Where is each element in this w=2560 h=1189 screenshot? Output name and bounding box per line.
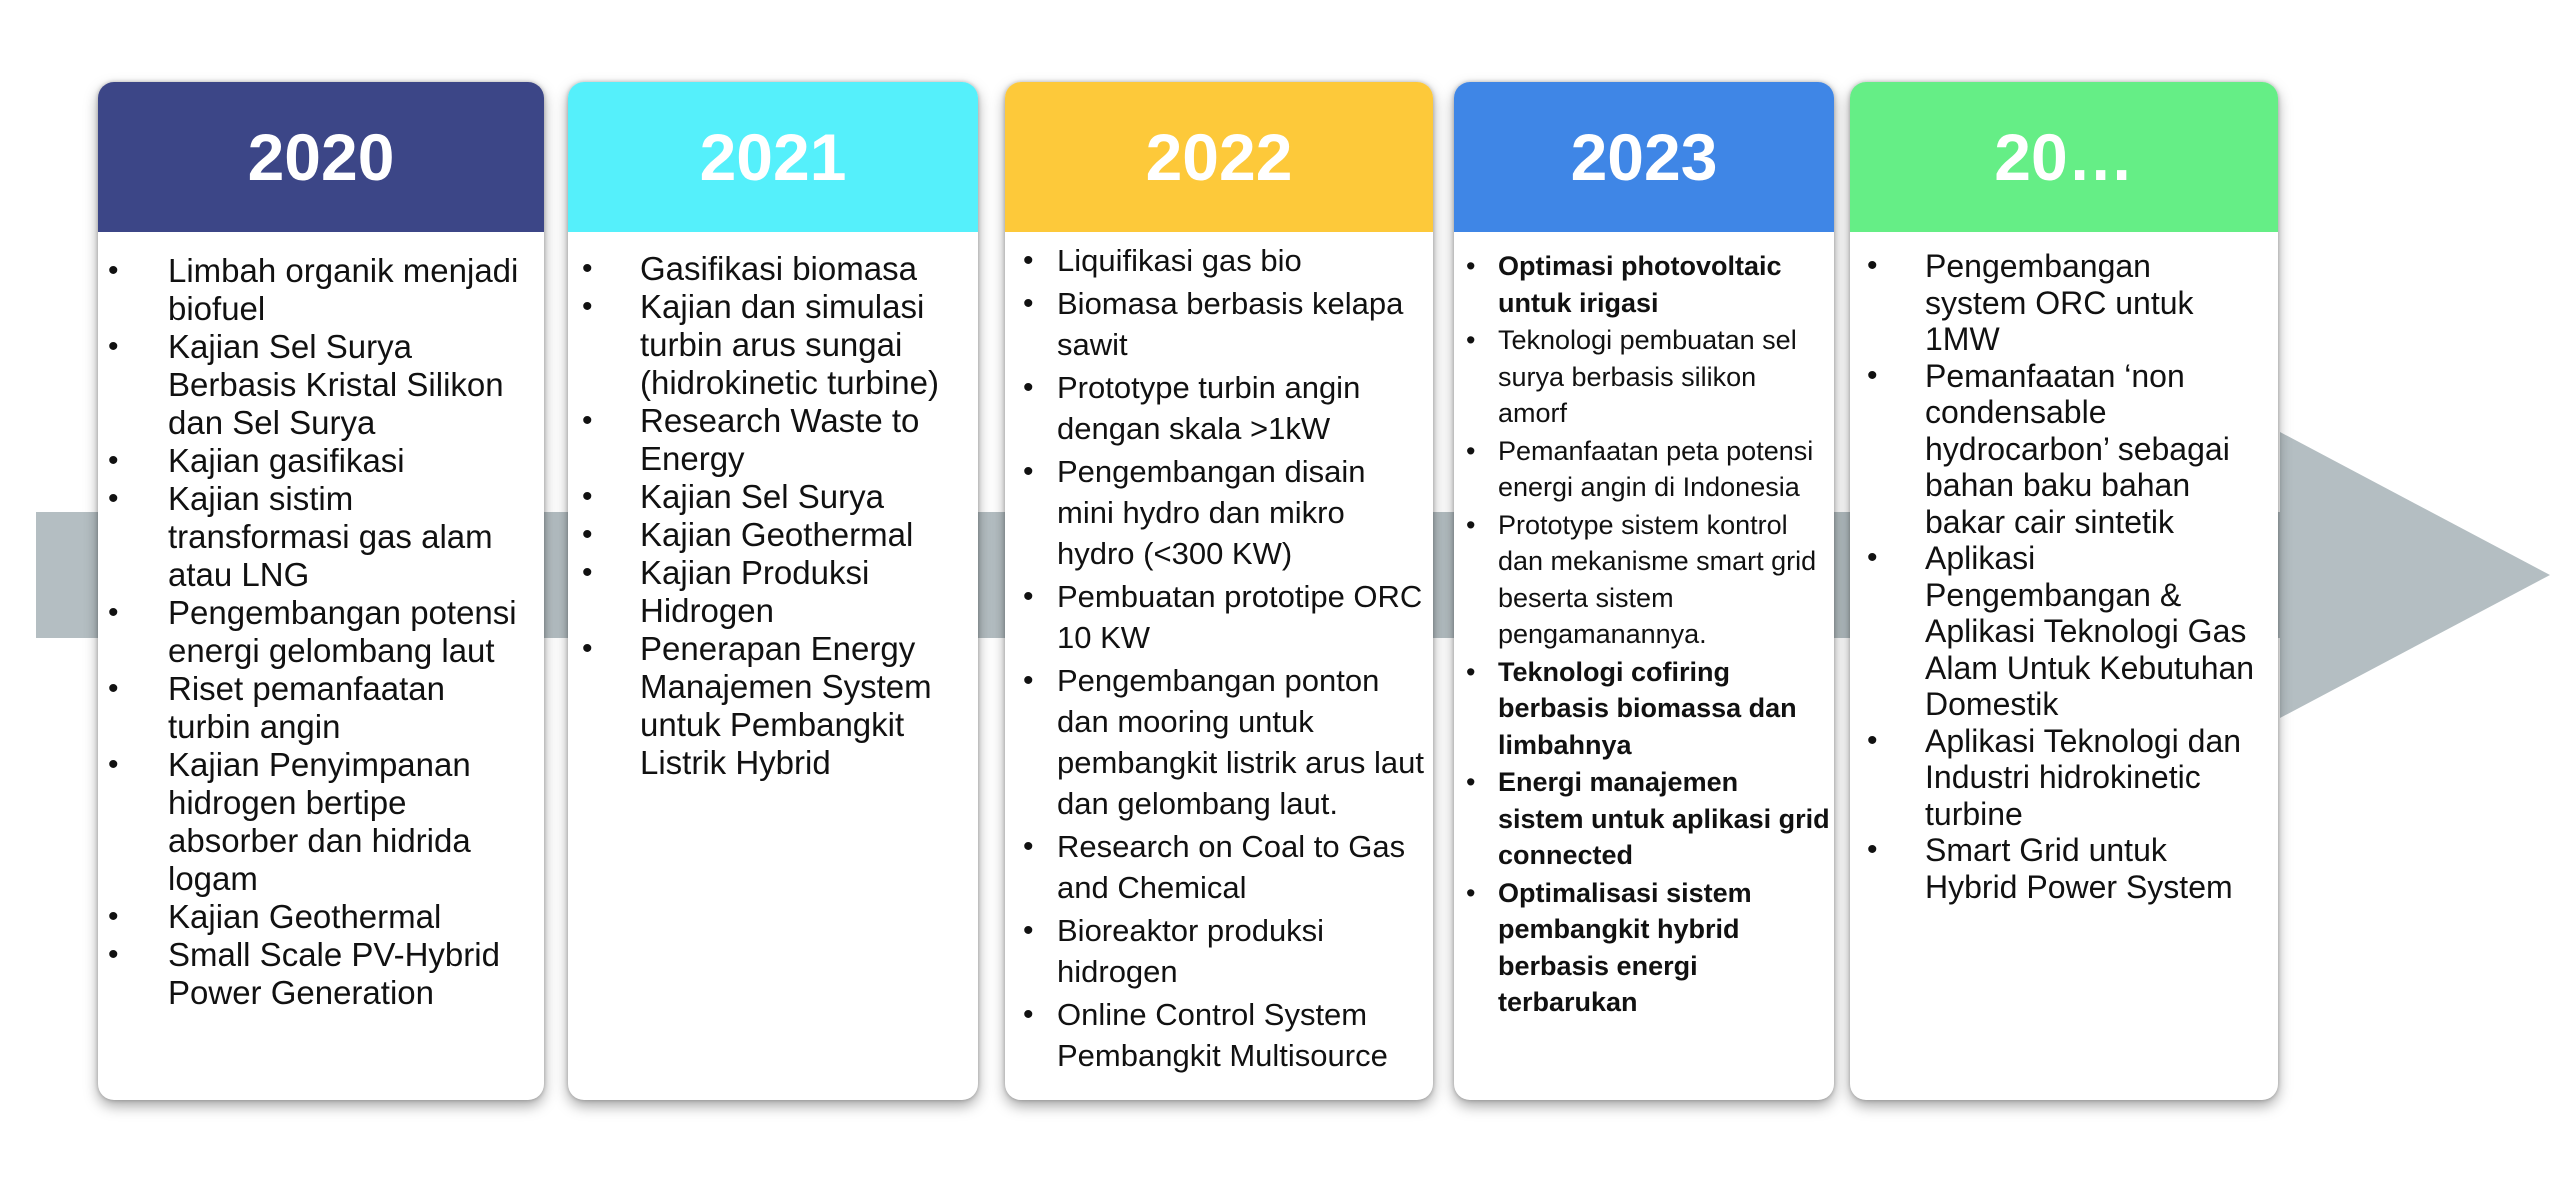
list-item: • Penerapan Energy Manajemen System untuk Pembangkit Listrik Hybrid (582, 630, 932, 781)
list-item: • Limbah organik menjadi biofuel (108, 252, 519, 327)
list-item: • Optimasi photovoltaic untuk irigasi (1498, 248, 1830, 321)
bullet-icon: • (1466, 877, 1476, 908)
bullet-icon: • (108, 330, 119, 363)
bullet-icon: • (1466, 325, 1476, 355)
bullet-icon: • (1023, 371, 1034, 404)
year-card-body (568, 232, 978, 782)
bullet-icon: • (582, 480, 593, 513)
year-card-2020 (98, 82, 544, 1100)
list-item: • Energi manajemen sistem untuk aplikasi grid connected (1498, 764, 1830, 874)
list-item: • Pemanfaatan peta potensi energi angin di Indonesia (1498, 433, 1830, 506)
year-card-body (1850, 232, 2278, 905)
bullet-icon: • (1867, 723, 1878, 757)
list-item: • Kajian sistim transformasi gas alam atau LNG (108, 480, 493, 593)
list-item: • Research on Coal to Gas and Chemical (1057, 826, 1425, 908)
bullet-icon: • (582, 290, 593, 323)
year-card-body (98, 232, 544, 1012)
year-card-2022 (1005, 82, 1433, 1100)
bullet-icon: • (1023, 580, 1034, 613)
list-item: • Online Control System Pembangkit Multisource (1057, 994, 1425, 1076)
year-label: 20… (1994, 120, 2134, 194)
bullet-icon: • (1466, 509, 1476, 540)
timeline-arrow-head (2280, 432, 2550, 718)
list-item: • Optimalisasi sistem pembangkit hybrid berbasis energi terbarukan (1498, 875, 1830, 1021)
year-card-body (1454, 232, 1834, 1021)
bullet-icon: • (108, 254, 119, 287)
bullet-icon: • (108, 938, 119, 971)
year-label: 2021 (699, 120, 847, 194)
list-item: • Pengembangan system ORC untuk 1MW (1867, 248, 2194, 357)
list-item: • Kajian Geothermal (108, 898, 442, 935)
list-item: • Pembuatan prototipe ORC 10 KW (1057, 576, 1425, 658)
activity-list (568, 232, 978, 782)
year-card-future (1850, 82, 2278, 1100)
activity-list (1005, 232, 1433, 1076)
year-card-2023 (1454, 82, 1834, 1100)
bullet-icon: • (1023, 664, 1034, 697)
list-item: • Riset pemanfaatan turbin angin (108, 670, 446, 745)
year-card-body (1005, 232, 1433, 1076)
bullet-icon: • (1867, 833, 1878, 866)
list-item: • Pengembangan disain mini hydro dan mikro hydro (<300 KW) (1057, 451, 1425, 574)
bullet-icon: • (1867, 541, 1878, 574)
year-header (568, 82, 978, 232)
bullet-icon: • (1466, 656, 1476, 687)
bullet-icon: • (582, 632, 593, 665)
list-item: • Pemanfaatan ‘non condensable hydrocarbon’ sebagai bahan baku bahan bakar cair sintetik (1867, 357, 2230, 540)
bullet-icon: • (108, 900, 119, 933)
list-item: • Prototype turbin angin dengan skala >1kW (1057, 367, 1425, 449)
bullet-icon: • (1466, 435, 1476, 466)
list-item: • Kajian Geothermal (582, 516, 914, 553)
list-item: • Small Scale PV-Hybrid Power Generation (108, 936, 500, 1011)
list-item: • Kajian Penyimpanan hidrogen bertipe absorber dan hidrida logam (108, 746, 471, 897)
list-item: • Pengembangan ponton dan mooring untuk pembangkit listrik arus laut dan gelombang laut. (1057, 660, 1425, 824)
bullet-icon: • (1867, 249, 1878, 282)
bullet-icon: • (1867, 358, 1878, 392)
year-header (98, 82, 544, 232)
list-item: • Smart Grid untuk Hybrid Power System (1867, 832, 2233, 905)
bullet-icon: • (1466, 251, 1476, 281)
list-item: • Liquifikasi gas bio (1057, 240, 1425, 281)
bullet-icon: • (1023, 455, 1034, 488)
bullet-icon: • (582, 556, 593, 589)
bullet-icon: • (1466, 767, 1476, 797)
bullet-icon: • (582, 252, 593, 285)
activity-list (1850, 232, 2278, 905)
list-item: • Prototype sistem kontrol dan mekanisme smart grid beserta sistem pengamanannya. (1498, 507, 1830, 653)
list-item: • Kajian Sel Surya (582, 478, 884, 515)
bullet-icon: • (582, 404, 593, 437)
list-item: • Teknologi pembuatan sel surya berbasis silikon amorf (1498, 322, 1830, 432)
list-item: • Teknologi cofiring berbasis biomassa dan limbahnya (1498, 654, 1830, 764)
bullet-icon: • (1023, 830, 1034, 863)
year-header (1005, 82, 1433, 232)
bullet-icon: • (1023, 244, 1034, 277)
list-item: • Aplikasi Pengembangan & Aplikasi Teknologi Gas Alam Untuk Kebutuhan Domestik (1867, 540, 2255, 722)
activity-list (1454, 232, 1834, 1021)
list-item: • Kajian Produksi Hidrogen (582, 554, 870, 629)
bullet-icon: • (108, 596, 119, 629)
year-label: 2020 (247, 120, 395, 194)
list-item: • Kajian gasifikasi (108, 442, 405, 479)
bullet-icon: • (1023, 998, 1034, 1031)
list-item: • Kajian dan simulasi turbin arus sungai (hidrokinetic turbine) (582, 288, 939, 401)
bullet-icon: • (108, 444, 119, 477)
list-item: • Research Waste to Energy (582, 402, 920, 477)
bullet-icon: • (108, 748, 119, 781)
list-item: • Biomasa berbasis kelapa sawit (1057, 283, 1425, 365)
bullet-icon: • (1023, 914, 1034, 947)
bullet-icon: • (108, 672, 119, 705)
year-label: 2022 (1145, 120, 1293, 194)
year-card-2021 (568, 82, 978, 1100)
activity-list (98, 232, 544, 1012)
list-item: • Aplikasi Teknologi dan Industri hidrokinetic turbine (1867, 722, 2242, 832)
bullet-icon: • (1023, 287, 1034, 320)
list-item: • Bioreaktor produksi hidrogen (1057, 910, 1425, 992)
year-header (1850, 82, 2278, 232)
bullet-icon: • (582, 518, 593, 551)
year-header (1454, 82, 1834, 232)
list-item: • Gasifikasi biomasa (582, 250, 917, 287)
list-item: • Kajian Sel Surya Berbasis Kristal Silikon dan Sel Surya (108, 328, 504, 441)
list-item: • Pengembangan potensi energi gelombang laut (108, 594, 517, 669)
year-label: 2023 (1570, 120, 1718, 194)
bullet-icon: • (108, 482, 119, 515)
